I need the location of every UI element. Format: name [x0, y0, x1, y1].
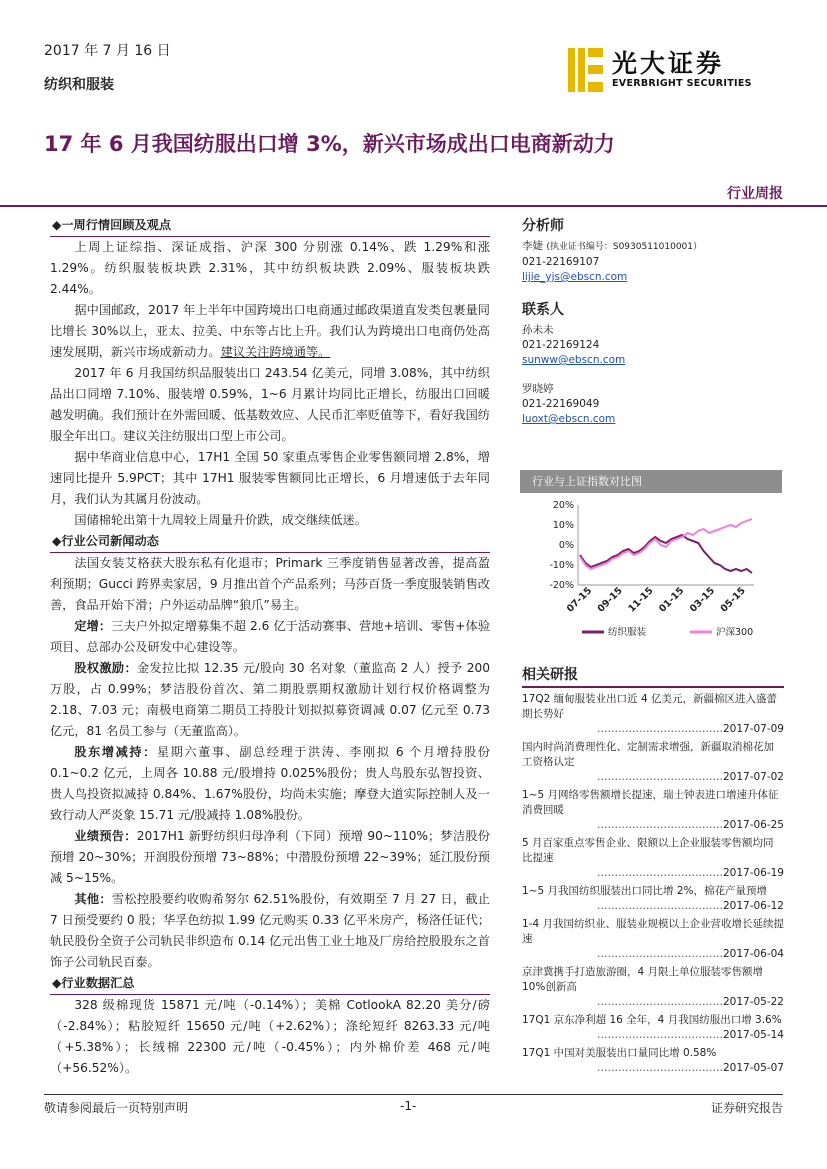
series-line-0	[580, 535, 752, 573]
contact-phone: 021-22169049	[522, 398, 600, 410]
x-tick-label: 05-15	[718, 585, 748, 615]
paragraph: 股权激励：金发拉比拟 12.35 元/股向 30 名对象（董监高 2 人）授予 200 万股，占 0.99%；梦洁股份首次、第二期股票期权激励计划行权价格调整为 2.18、7.03 元；南极电商第二期员工持股计划拟拟募资调减 0.07 亿元至 0.73 亿元，81 名员工参与（无董监高）。	[50, 661, 491, 738]
research-item-title: 5 月百家重点零售企业、限额以上企业服装零售额均同比提速	[522, 837, 774, 864]
contact-phone: 021-22169124	[522, 339, 600, 351]
research-item-date: 2017-06-12	[722, 900, 784, 912]
research-item[interactable]	[522, 692, 784, 738]
research-item-date: 2017-05-14	[722, 1029, 784, 1041]
legend-label: 沪深300	[716, 627, 754, 638]
research-item-title: 17Q2 缅甸服装业出口近 4 亿美元，新疆棉区进入盛蕾期长势好	[522, 693, 777, 720]
recommendation-text: 建议关注跨境通等。	[220, 345, 331, 359]
research-item-title: 1-4 月我国纺织业、服装业规模以上企业营收增长延续提速	[522, 918, 784, 945]
sector-label: 纺织和服装	[44, 77, 114, 93]
leader-dots: ………………………………	[596, 867, 723, 879]
research-item-date: 2017-06-19	[722, 867, 784, 879]
contact-heading: 联系人	[522, 302, 564, 318]
logo-text-en: EVERBRIGHT SECURITIES	[612, 78, 752, 89]
leader-dots: ………………………………	[596, 723, 723, 735]
section-heading-data: ◆行业数据汇总	[50, 973, 490, 995]
research-item-date-row	[522, 818, 784, 834]
research-item[interactable]	[522, 836, 784, 882]
research-item-date-row	[522, 899, 784, 915]
y-tick-label: 20%	[552, 500, 574, 511]
research-item-date-row	[522, 770, 784, 786]
research-item-date-row	[522, 947, 784, 963]
paragraph: 其他：雪松控股要约收购希努尔 62.51%股份，有效期至 7 月 27 日，截止 7 日预受要约 0 股；华孚色纺拟 1.99 亿元购买 0.33 亿平米房产，杨洛任证代；轨民股份全资子公司轨民非织造布 0.14 亿元出售工业土地及厂房给控股股东之首饰子公司轨民百泰。	[50, 892, 490, 969]
logo-text-cn: 光大证券	[612, 49, 725, 78]
research-item[interactable]	[522, 1046, 784, 1077]
research-item-date: 2017-07-02	[722, 771, 784, 783]
research-item-date-row	[522, 722, 784, 738]
paragraph: 2017 年 6 月我国纺织品服装出口 243.54 亿美元，同增 3.08%，其中纺织品出口同增 7.10%、服装增 0.59%，1~6 月累计均同比正增长，纺服出口回暖越发明确。我们预计在外需回暖、低基数效应、人民币汇率贬值等下，看好我国纺服全年出口。建议关注纺服出口型上市公司。	[50, 366, 490, 443]
paragraph: 股东增减持：星期六董事、副总经理于洪涛、李刚拟 6 个月增持股份 0.1~0.2 亿元，上周各 10.88 元/股增持 0.025%股份；贵人鸟股东弘智投资、贵人鸟投资拟减持 0.84%、1.67%股份，均尚未实施；摩登大道实际控制人及一致行动人严炎象 15.71 元/股减持 1.08%股份。	[50, 745, 490, 822]
footer-divider	[44, 1094, 783, 1095]
report-title: 17 年 6 月我国纺服出口增 3%，新兴市场成出口电商新动力	[44, 132, 615, 156]
research-item-date: 2017-07-09	[722, 723, 784, 735]
research-item-date: 2017-05-07	[722, 1062, 784, 1074]
leader-dots: ………………………………	[596, 819, 723, 831]
y-tick-label: 0%	[558, 540, 574, 551]
x-tick-label: 01-15	[657, 585, 687, 615]
footer-label: 证券研究报告	[710, 1101, 783, 1115]
comparison-chart	[520, 470, 782, 646]
contact-name: 孙未未	[522, 324, 554, 336]
research-item-date-row	[522, 1061, 784, 1077]
leader-dots: ………………………………	[596, 948, 723, 960]
contact-name: 罗晓婷	[522, 383, 554, 395]
page-number: -1-	[400, 1099, 417, 1113]
research-list	[522, 692, 784, 1077]
research-item-title: 17Q1 京东净利超 16 全年，4 月我国纺服出口增 3.6%	[522, 1014, 782, 1026]
main-column	[50, 215, 490, 1079]
x-tick-label: 03-15	[687, 585, 718, 615]
legend-label: 纺织服装	[608, 627, 647, 638]
leader-dots: ………………………………	[596, 1029, 723, 1041]
paragraph: 业绩预告：2017H1 新野纺织归母净利（下同）预增 90~110%；梦洁股份预增 20~30%；开润股份预增 73~88%；中潜股份预增 22~39%；延江股份预减 5~15%。	[50, 829, 490, 885]
header-divider	[0, 205, 827, 207]
research-item[interactable]	[522, 965, 784, 1011]
report-type: 行业周报	[727, 186, 783, 202]
research-item[interactable]	[522, 884, 784, 915]
leader-dots: ………………………………	[596, 771, 723, 783]
y-tick-label: -20%	[549, 580, 574, 591]
analyst-info: 李婕 (执业证书编号：S0930511010001）	[522, 240, 703, 252]
section-heading-news: ◆行业公司新闻动态	[50, 531, 490, 553]
research-item-date-row	[522, 1028, 784, 1044]
sidebar	[522, 215, 784, 427]
research-item[interactable]	[522, 917, 784, 963]
research-item-title: 1~5 月网络零售额增长提速，瑞士钟表进口增速升体征消费回暖	[522, 789, 779, 816]
paragraph: 上周上证综指、深证成指、沪深 300 分别涨 0.14%、跌 1.29%和涨 1.29%。纺织服装板块跌 2.31%，其中纺织板块跌 2.09%、服装板块跌 2.44%。	[50, 240, 490, 296]
chart-title: 行业与上证指数对比图	[520, 470, 782, 493]
related-research	[522, 664, 784, 1079]
research-item[interactable]	[522, 740, 784, 786]
research-item[interactable]	[522, 788, 784, 834]
paragraph: 328 级棉现货 15871 元/吨（-0.14%）；美棉 CotlookA 82.20 美分/磅（-2.84%）；粘胶短纤 15650 元/吨（+2.62%）；涤纶短纤 8263.33 元/吨（+5.38%）；长绒棉 22300 元/吨（-0.45%）；内外棉价差 468 元/吨（+56.52%）。	[50, 998, 490, 1075]
leader-dots: ………………………………	[596, 996, 723, 1008]
research-item[interactable]	[522, 1013, 784, 1044]
research-item-date: 2017-05-22	[722, 996, 784, 1008]
research-item-title: 17Q1 中国对美服装出口量同比增 0.58%	[522, 1047, 717, 1059]
section-heading-market: ◆一周行情回顾及观点	[50, 215, 490, 237]
leader-dots: ………………………………	[596, 900, 723, 912]
report-date: 2017 年 7 月 16 日	[44, 43, 171, 59]
logo-mark-icon	[568, 46, 608, 94]
paragraph: 据中华商业信息中心，17H1 全国 50 家重点零售企业零售额同增 2.8%，增速同比提升 5.9PCT；其中 17H1 服装零售额同比正增长，6 月增速低于去年同月，我们认为其属月份波动。	[50, 450, 490, 506]
paragraph: 据中国邮政，2017 年上半年中国跨境出口电商通过邮政渠道直发类包裹量同比增长 30%以上，亚太、拉美、中东等占比上升。我们认为跨境出口电商仍处高速发展期，新兴市场成新动力。建议关注跨境通等。	[50, 303, 490, 359]
contact-email-link[interactable]: sunww@ebscn.com	[522, 354, 626, 366]
company-logo	[568, 46, 798, 94]
y-tick-label: 10%	[552, 520, 574, 531]
contact-email-link[interactable]: luoxt@ebscn.com	[522, 413, 616, 425]
analyst-phone: 021-22169107	[522, 256, 600, 268]
research-item-date: 2017-06-25	[722, 819, 784, 831]
paragraph: 国储棉轮出第十九周较上周量升价跌，成交继续低迷。	[74, 513, 367, 527]
research-item-title: 京津冀携手打造旅游圈，4 月限上单位服装零售额增 10%创新高	[522, 966, 764, 993]
research-item-date-row	[522, 995, 784, 1011]
x-tick-label: 09-15	[595, 585, 625, 615]
x-tick-label: 07-15	[564, 585, 595, 615]
chart-plot	[520, 493, 782, 646]
paragraph: 法国女装艾格获大股东私有化退市；Primark 三季度销售显著改善，提高盈利预期；Gucci 跨界卖家居，9 月推出首个产品系列；马莎百货一季度服装销售改善，食品开始下滑；户外运动品牌“狼爪”易主。	[50, 556, 490, 612]
research-heading: 相关研报	[522, 664, 784, 688]
disclaimer-note: 敬请参阅最后一页特别声明	[44, 1101, 189, 1115]
x-tick-label: 11-15	[626, 585, 656, 615]
research-item-date-row	[522, 866, 784, 882]
research-item-date: 2017-06-04	[722, 948, 784, 960]
leader-dots: ………………………………	[596, 1062, 723, 1074]
paragraph: 定增：三夫户外拟定增募集不超 2.6 亿于活动赛事、营地+培训、零售+体验项目、总部办公及研发中心建设等。	[50, 619, 491, 654]
research-item-title: 国内时尚消费理性化、定制需求增强，新疆取消棉花加工资格认定	[522, 741, 774, 768]
analyst-heading: 分析师	[522, 218, 564, 234]
analyst-email-link[interactable]: lijie_yjs@ebscn.com	[522, 271, 628, 283]
research-item-title: 1~5 月我国纺织服装出口同比增 2%，棉花产量预增	[522, 885, 767, 897]
y-tick-label: -10%	[549, 560, 574, 571]
